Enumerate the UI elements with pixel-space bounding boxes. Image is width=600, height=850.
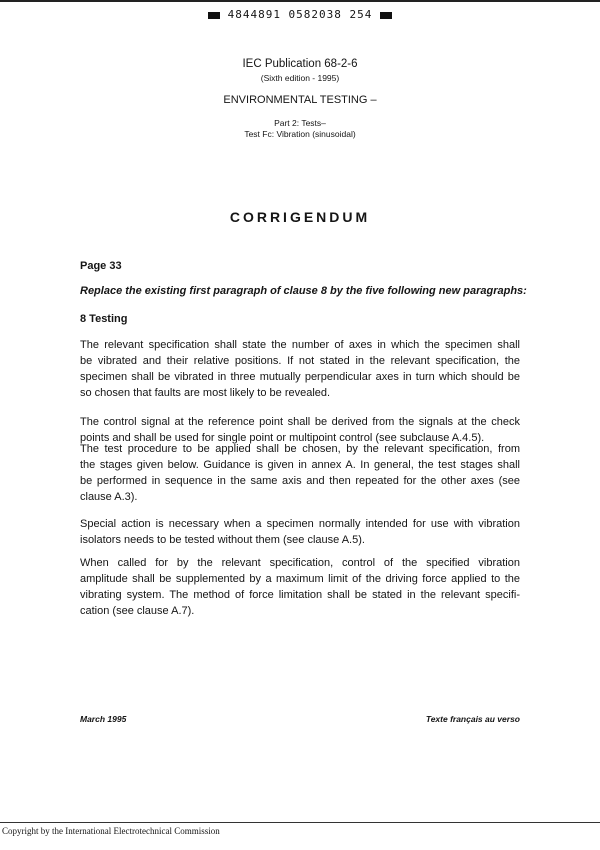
paragraph-line: cation (see clause A.7).	[80, 605, 195, 617]
footer-date: March 1995	[80, 714, 127, 724]
part-title: Part 2: Tests–	[274, 118, 326, 128]
paragraph-line: The test procedure to be applied shall be chosen, by the relevant specification, from	[80, 443, 520, 455]
document-code-text: 4844891 0582038 254	[227, 8, 373, 21]
paragraph-line: isolators needs to be tested without them (see clause A.5).	[80, 534, 365, 546]
footer-divider	[0, 822, 600, 823]
paragraph-line: clause A.3).	[80, 491, 138, 503]
main-title: ENVIRONMENTAL TESTING –	[223, 94, 377, 106]
edition: (Sixth edition - 1995)	[260, 73, 340, 83]
paragraph-line: be performed in sequence in the same axis and then repeated for the other axes (see	[80, 475, 520, 487]
paragraph-4	[80, 516, 520, 548]
paragraph-line: When called for by the relevant specification, control of the specified vibration	[80, 557, 520, 569]
top-border	[0, 0, 600, 2]
section-heading: 8 Testing	[80, 313, 128, 325]
paragraph-line: amplitude shall be supplemented by a maximum limit of the driving force applied to the	[80, 573, 520, 585]
page-reference: Page 33	[80, 260, 122, 272]
paragraph-line: points and shall be used for single point or multipoint control (see subclause A.4.5).	[80, 432, 485, 444]
footer-note: Texte français au verso	[425, 714, 520, 724]
paragraph-line: The relevant specification shall state the number of axes in which the specimen shall	[80, 339, 520, 351]
document-code	[0, 8, 600, 21]
paragraph-line: be vibrated and their relative positions. If not stated in the relevant specification, the	[80, 355, 520, 367]
paragraph-5	[80, 555, 520, 619]
corrigendum-heading: CORRIGENDUM	[229, 209, 371, 225]
paragraph-line: the stages given below. Guidance is given in annex A. In general, the test stages shall	[80, 459, 520, 471]
publication-title: IEC Publication 68-2-6	[242, 58, 358, 70]
paragraph-3	[80, 441, 520, 505]
paragraph-line: specimen shall be vibrated in three mutually perpendicular axes in turn which should be	[80, 371, 520, 383]
paragraph-line: The control signal at the reference point shall be derived from the signals at the check	[80, 416, 520, 428]
instruction: Replace the existing first paragraph of clause 8 by the five following new paragraphs:	[80, 285, 527, 297]
paragraph-1	[80, 337, 520, 401]
paragraph-line: so chosen that faults are most likely to be revealed.	[80, 387, 331, 399]
paragraph-line: vibrating system. The method of force limitation shall be stated in the relevant specifi-	[80, 589, 520, 601]
copyright: Copyright by the International Electrotechnical Commission	[2, 826, 220, 836]
barcode-block-left	[208, 12, 220, 19]
paragraph-line: Special action is necessary when a specimen normally intended for use with vibration	[80, 518, 520, 530]
barcode-block-right	[380, 12, 392, 19]
test-title: Test Fc: Vibration (sinusoidal)	[244, 129, 356, 139]
